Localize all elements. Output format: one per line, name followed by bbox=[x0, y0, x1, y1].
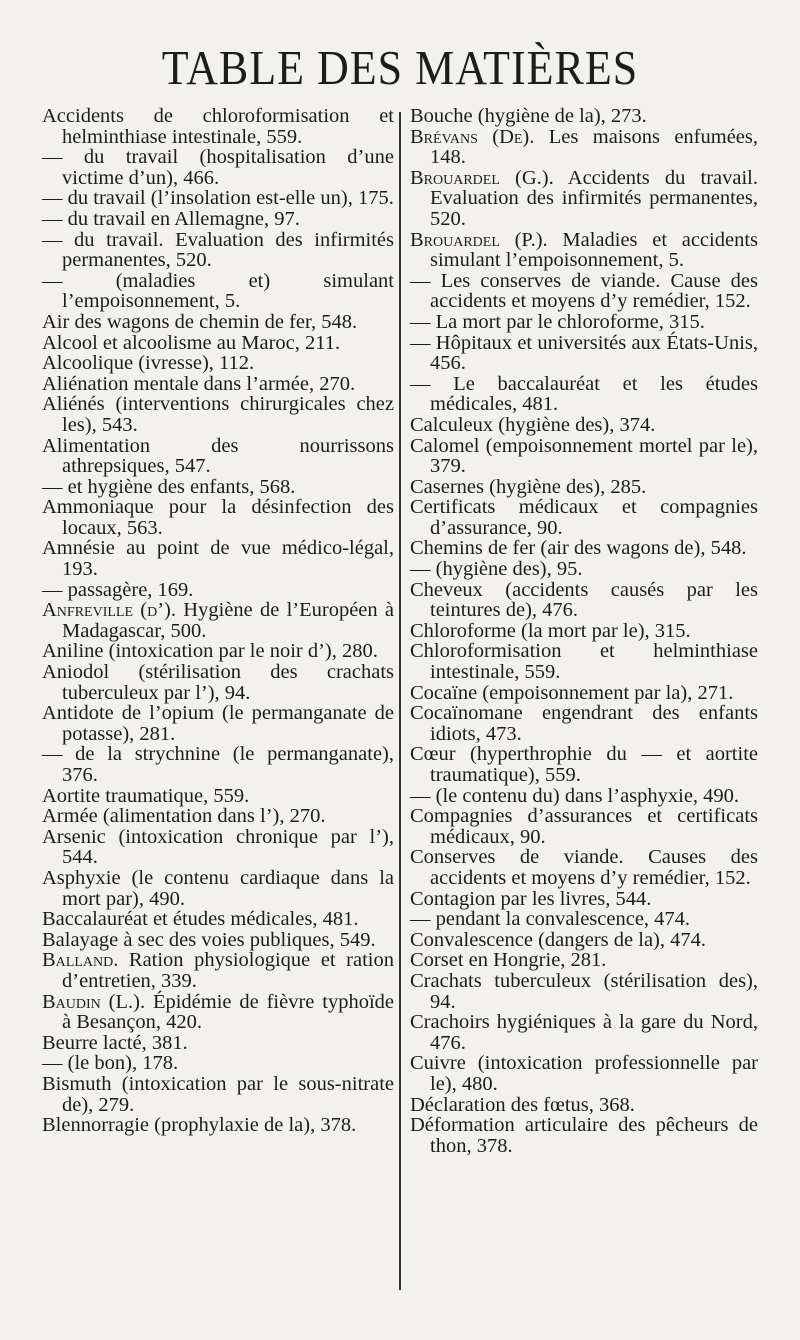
column-divider bbox=[399, 112, 401, 1290]
index-entry-text: Accidents de chloroformisation et helminthiase intestinale, 559. bbox=[42, 105, 394, 148]
index-entry-text: — du travail (l’insolation est-elle un), 175. bbox=[42, 187, 394, 210]
index-entry-text: — La mort par le chloroforme, 315. bbox=[410, 310, 705, 333]
index-entry-text: Air des wagons de chemin de fer, 548. bbox=[42, 310, 358, 333]
index-entry bbox=[410, 930, 758, 951]
index-entry-text: Armée (alimentation dans l’), 270. bbox=[42, 805, 326, 828]
index-entry-text: Aortite traumatique, 559. bbox=[42, 784, 250, 807]
index-entry-author: Brévans (De). bbox=[410, 125, 535, 148]
index-entry bbox=[410, 497, 758, 538]
index-entry bbox=[410, 683, 758, 704]
index-entry-text: Aliénés (interventions chirurgicales chez les), 543. bbox=[42, 393, 394, 436]
index-entry-text: Arsenic (intoxication chronique par l’), 544. bbox=[42, 825, 394, 869]
index-entry bbox=[410, 744, 758, 785]
index-entry bbox=[42, 147, 394, 188]
index-entry bbox=[410, 909, 758, 930]
index-entry-text: Asphyxie (le contenu cardiaque dans la mort par), 490. bbox=[42, 866, 394, 910]
index-entry-text: Calculeux (hygiène des), 374. bbox=[410, 413, 656, 436]
index-entry-text: Hygiène de l’Européen à Madagascar, 500. bbox=[62, 599, 395, 642]
index-entry bbox=[42, 394, 394, 435]
index-entry bbox=[410, 641, 758, 682]
index-entry bbox=[410, 374, 758, 415]
index-entry bbox=[410, 538, 758, 559]
index-entry-text: — (hygiène des), 95. bbox=[410, 558, 583, 581]
index-entry bbox=[410, 559, 758, 580]
index-entry-text: Déformation articulaire des pêcheurs de thon, 378. bbox=[410, 1114, 758, 1157]
index-entry bbox=[42, 188, 394, 209]
index-entry-text: Ration physiologique et ration d’entretien, 339. bbox=[62, 949, 394, 992]
index-entry-text: Bismuth (intoxication par le sous-nitrate de), 279. bbox=[42, 1072, 394, 1116]
index-entry-text: — (maladies et) simulant l’empoisonnement, 5. bbox=[42, 269, 394, 313]
index-entry-text: Crachats tuberculeux (stérilisation des), 94. bbox=[410, 969, 758, 1013]
index-entry bbox=[42, 106, 394, 147]
index-entry bbox=[410, 703, 758, 744]
index-entry-text: Alcool et alcoolisme au Maroc, 211. bbox=[42, 331, 341, 354]
index-entry-text: Aniline (intoxication par le noir d’), 280. bbox=[42, 640, 378, 663]
index-entry bbox=[42, 909, 394, 930]
index-entry bbox=[410, 950, 758, 971]
index-entry bbox=[42, 374, 394, 395]
index-entry bbox=[410, 271, 758, 312]
index-entry-text: Aliénation mentale dans l’armée, 270. bbox=[42, 372, 356, 395]
index-entry bbox=[410, 127, 758, 168]
index-entry-text: Certificats médicaux et compagnies d’assurance, 90. bbox=[410, 496, 758, 539]
index-entry-text: — Le baccalauréat et les études médicales, 481. bbox=[410, 372, 758, 416]
index-entry-text: — du travail (hospitalisation d’une victime d’un), 466. bbox=[42, 146, 394, 189]
index-entry bbox=[42, 477, 394, 498]
index-entry bbox=[42, 436, 394, 477]
index-entry bbox=[42, 1053, 394, 1074]
index-entry bbox=[410, 806, 758, 847]
index-entry-text: Chloroformisation et helminthiase intestinale, 559. bbox=[410, 640, 758, 684]
index-entry-text: — pendant la convalescence, 474. bbox=[410, 908, 691, 931]
index-entry-text: Crachoirs hygiéniques à la gare du Nord, 476. bbox=[410, 1011, 758, 1054]
index-entry-author: Balland. bbox=[42, 949, 119, 972]
index-entry-text: Aniodol (stérilisation des crachats tuberculeux par l’), 94. bbox=[42, 661, 394, 704]
index-entry bbox=[42, 497, 394, 538]
index-entry bbox=[42, 930, 394, 951]
index-entry-text: Blennorragie (prophylaxie de la), 378. bbox=[42, 1114, 357, 1137]
index-entry-author: Anfreville (d’). bbox=[42, 599, 176, 622]
index-entry-text: Convalescence (dangers de la), 474. bbox=[410, 928, 706, 951]
index-entry-text: — Hôpitaux et universités aux États-Unis, 456. bbox=[410, 331, 758, 375]
index-entry bbox=[42, 827, 394, 868]
index-entry-text: Corset en Hongrie, 281. bbox=[410, 949, 607, 972]
index-entry-author: Brouardel (P.). bbox=[410, 228, 548, 251]
index-entry bbox=[410, 312, 758, 333]
index-entry-text: Ammoniaque pour la désinfection des locaux, 563. bbox=[42, 496, 394, 539]
index-entry-text: Cheveux (accidents causés par les teintures de), 476. bbox=[410, 578, 758, 622]
index-entry bbox=[410, 786, 758, 807]
index-entry bbox=[42, 786, 394, 807]
index-entry bbox=[42, 806, 394, 827]
index-entry bbox=[42, 1074, 394, 1115]
index-entry-text: Bouche (hygiène de la), 273. bbox=[410, 105, 647, 127]
index-entry-text: Les maisons enfumées, 148. bbox=[430, 125, 758, 169]
index-entry bbox=[410, 1095, 758, 1116]
index-entry bbox=[410, 971, 758, 1012]
index-entry bbox=[42, 744, 394, 785]
index-entry-text: Déclaration des fœtus, 368. bbox=[410, 1093, 635, 1116]
index-entry-text: — du travail. Evaluation des infirmités permanentes, 520. bbox=[42, 228, 394, 272]
index-entry-text: Chemins de fer (air des wagons de), 548. bbox=[410, 537, 747, 560]
index-entry bbox=[410, 436, 758, 477]
index-entry-text: — du travail en Allemagne, 97. bbox=[42, 207, 300, 230]
index-entry-text: — Les conserves de viande. Cause des accidents et moyens d’y remédier, 152. bbox=[410, 269, 758, 313]
index-entry bbox=[42, 230, 394, 271]
index-entry-text: Chloroforme (la mort par le), 315. bbox=[410, 619, 691, 642]
index-entry-text: Cœur (hyperthrophie du — et aortite traumatique), 559. bbox=[410, 743, 758, 786]
index-entry-text: Baccalauréat et études médicales, 481. bbox=[42, 908, 359, 931]
index-entry bbox=[42, 209, 394, 230]
index-entry bbox=[42, 1033, 394, 1054]
index-entry bbox=[410, 106, 758, 127]
index-entry bbox=[42, 538, 394, 579]
index-entry-author: Brouardel (G.). bbox=[410, 166, 554, 189]
index-entry-text: Antidote de l’opium (le permanganate de potasse), 281. bbox=[42, 702, 394, 745]
index-entry-text: — (le contenu du) dans l’asphyxie, 490. bbox=[410, 784, 740, 807]
index-entry-text: Contagion par les livres, 544. bbox=[410, 887, 652, 910]
index-column-left bbox=[42, 106, 394, 1136]
index-entry-text: Cocaïne (empoisonnement par la), 271. bbox=[410, 681, 734, 704]
index-entry-text: Alcoolique (ivresse), 112. bbox=[42, 352, 255, 375]
index-entry bbox=[410, 889, 758, 910]
index-entry-text: Épidémie de fièvre typhoïde à Besançon, 420. bbox=[62, 990, 394, 1034]
index-entry bbox=[410, 415, 758, 436]
index-entry bbox=[410, 580, 758, 621]
index-entry-text: — et hygiène des enfants, 568. bbox=[42, 475, 296, 498]
index-entry bbox=[410, 168, 758, 230]
index-entry-text: — de la strychnine (le permanganate), 376. bbox=[42, 743, 394, 786]
index-entry bbox=[42, 868, 394, 909]
index-entry bbox=[42, 580, 394, 601]
index-entry bbox=[42, 950, 394, 991]
index-entry-text: Cuivre (intoxication professionnelle par le), 480. bbox=[410, 1052, 758, 1095]
page-title: TABLE DES MATIÈRES bbox=[161, 41, 639, 95]
index-entry-text: Balayage à sec des voies publiques, 549. bbox=[42, 928, 376, 951]
index-entry-text: Compagnies d’assurances et certificats médicaux, 90. bbox=[410, 805, 758, 848]
index-entry-text: Accidents du travail. Evaluation des infirmités permanentes, 520. bbox=[430, 166, 758, 230]
index-entry-text: — (le bon), 178. bbox=[42, 1052, 179, 1075]
index-entry bbox=[42, 703, 394, 744]
index-entry-text: Amnésie au point de vue médico-légal, 193. bbox=[42, 537, 394, 581]
index-entry bbox=[42, 641, 394, 662]
index-entry bbox=[410, 1115, 758, 1156]
index-column-right bbox=[410, 106, 758, 1156]
index-entry bbox=[42, 662, 394, 703]
index-entry bbox=[410, 477, 758, 498]
index-entry bbox=[410, 847, 758, 888]
index-entry-text: Cocaïnomane engendrant des enfants idiots, 473. bbox=[410, 702, 758, 745]
index-entry-text: Alimentation des nourrissons athrepsiques, 547. bbox=[42, 434, 394, 478]
index-entry bbox=[42, 992, 394, 1033]
index-entry bbox=[42, 1115, 394, 1136]
index-entry bbox=[42, 333, 394, 354]
index-entry bbox=[42, 271, 394, 312]
index-entry bbox=[410, 230, 758, 271]
index-entry bbox=[410, 1012, 758, 1053]
index-entry-text: Beurre lacté, 381. bbox=[42, 1031, 188, 1054]
index-entry-author: Baudin (L.). bbox=[42, 990, 146, 1013]
index-entry bbox=[410, 621, 758, 642]
index-entry-text: Maladies et accidents simulant l’empoisonnement, 5. bbox=[430, 228, 759, 272]
index-entry-text: Calomel (empoisonnement mortel par le), 379. bbox=[410, 434, 758, 478]
index-entry bbox=[410, 1053, 758, 1094]
index-entry-text: Casernes (hygiène des), 285. bbox=[410, 475, 647, 498]
index-entry bbox=[42, 353, 394, 374]
index-entry bbox=[42, 312, 394, 333]
index-entry bbox=[410, 333, 758, 374]
index-entry-text: Conserves de viande. Causes des accidents et moyens d’y remédier, 152. bbox=[410, 846, 758, 889]
index-entry-text: — passagère, 169. bbox=[42, 578, 194, 601]
index-entry bbox=[42, 600, 394, 641]
